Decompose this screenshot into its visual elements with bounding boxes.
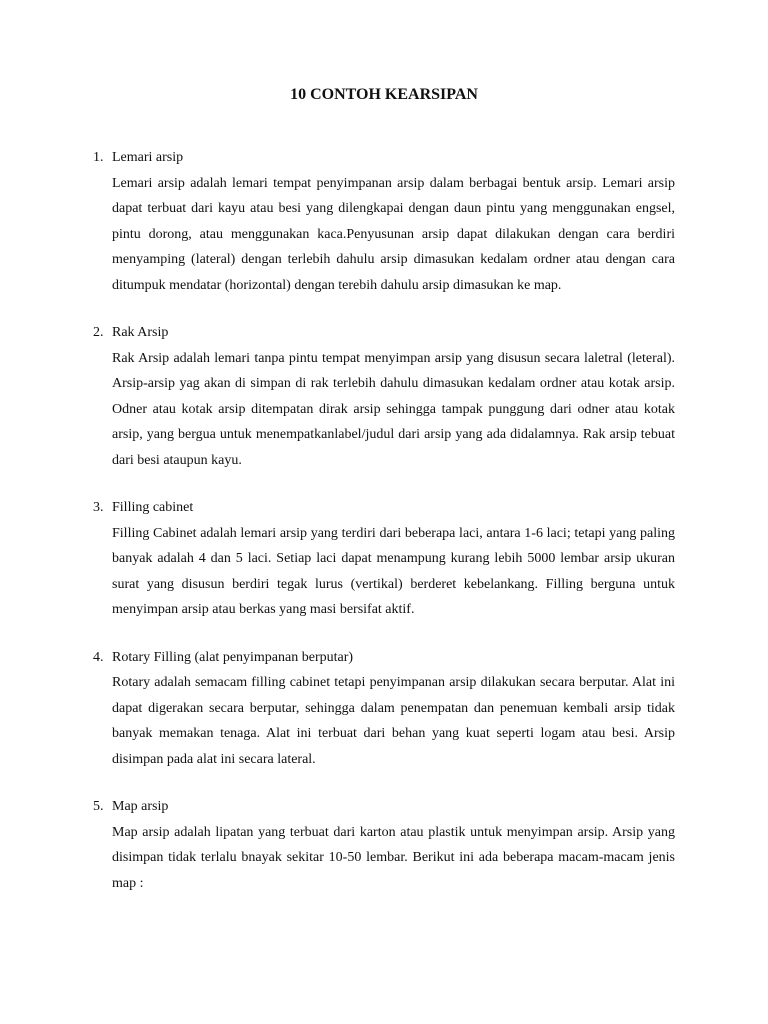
item-body: Rotary adalah semacam filling cabinet tetapi penyimpanan arsip dilakukan secara berputar. Alat ini dapat digerakan secara berputar, sehingga dalam penempatan dan penemuan kembali arsip tidak banyak memakan tenaga. Alat ini terbuat dari behan yang kuat seperti logam atau besi. Arsip disimpan pada alat ini secara lateral. (112, 675, 675, 767)
numbered-list (93, 145, 675, 918)
item-heading: Rak Arsip (112, 325, 169, 340)
item-number: 3. (93, 500, 104, 515)
page-title: 10 CONTOH KEARSIPAN (290, 86, 478, 103)
item-body: Rak Arsip adalah lemari tanpa pintu tempat menyimpan arsip yang disusun secara laletral (leteral). Arsip-arsip yag akan di simpan di rak terlebih dahulu dimasukan kedalam ordner atau kotak arsip. Odner atau kotak arsip ditempatan dirak arsip sehingga tampak punggung dari odner atau kotak arsip, yang bergua untuk menempatkanlabel/judul dari arsip yang ada didalamnya. Rak arsip tebuat dari besi ataupun kayu. (112, 350, 675, 468)
list-item (93, 794, 675, 896)
item-number: 4. (93, 649, 104, 665)
list-item (93, 645, 675, 773)
item-heading: Map arsip (112, 799, 169, 814)
item-heading: Rotary Filling (alat penyimpanan berputar) (112, 649, 354, 665)
item-body: Map arsip adalah lipatan yang terbuat dari karton atau plastik untuk menyimpan arsip. Arsip yang disimpan tidak terlalu bnayak sekitar 10-50 lembar. Berikut ini ada beberapa macam-macam jenis map : (112, 824, 675, 891)
item-number: 2. (93, 325, 104, 340)
list-item (93, 495, 675, 623)
item-body: Filling Cabinet adalah lemari arsip yang terdiri dari beberapa laci, antara 1-6 laci; tetapi yang paling banyak adalah 4 dan 5 laci. Setiap laci dapat menampung kurang lebih 5000 lembar arsip ukuran surat yang disusun berdiri tegak lurus (vertikal) berderet kebelankang. Filling berguna untuk menyimpan arsip atau berkas yang masi bersifat aktif. (112, 525, 675, 617)
item-body: Lemari arsip adalah lemari tempat penyimpanan arsip dalam berbagai bentuk arsip. Lemari arsip dapat terbuat dari kayu atau besi yang dilengkapai dengan daun pintu yang menggunakan engsel, pintu dorong, atau menggunakan kaca.Penyusunan arsip dapat dilakukan dengan cara berdiri menyamping (lateral) dengan terlebih dahulu arsip dimasukan kedalam ordner atau dengan cara ditumpuk mendatar (horizontal) dengan terebih dahulu arsip dimasukan ke map. (112, 175, 675, 293)
item-number: 1. (93, 150, 104, 165)
item-number: 5. (93, 799, 104, 814)
item-heading: Lemari arsip (112, 150, 184, 165)
item-heading: Filling cabinet (112, 500, 194, 515)
list-item (93, 320, 675, 473)
list-item (93, 145, 675, 298)
